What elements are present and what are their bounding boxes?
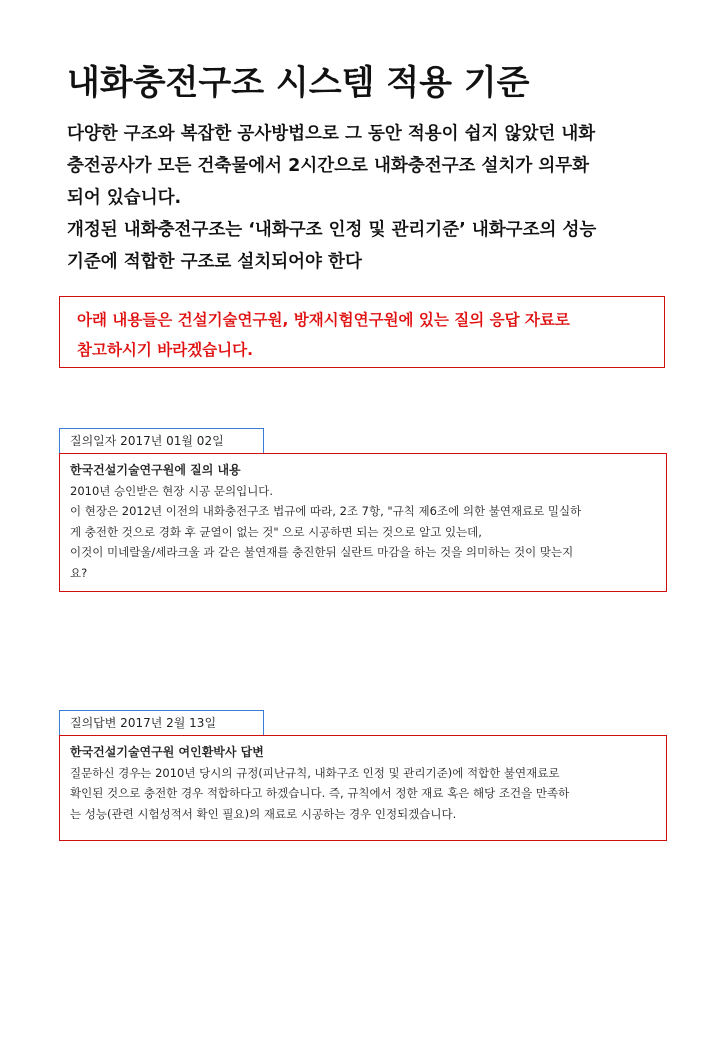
answer-date-tab: 질의답변 2017년 2월 13일 — [59, 710, 264, 735]
intro-line: 다양한 구조와 복잡한 공사방법으로 그 동안 적용이 쉽지 않았던 내화 — [67, 124, 596, 144]
notice-line: 아래 내용들은 건설기술연구원, 방재시험연구원에 있는 질의 응답 자료로 — [77, 311, 570, 329]
question-line: 이것이 미네랄울/세라크울 과 같은 불연재를 충진한뒤 실란트 마감을 하는 것을 의미하는 것이 맞는지 — [70, 545, 574, 559]
intro-line: 충전공사가 모든 건축물에서 2시간으로 내화충전구조 설치가 의무화 — [67, 156, 590, 176]
notice-line: 참고하시기 바라겠습니다. — [77, 341, 253, 359]
question-box — [59, 453, 667, 592]
intro-line: 되어 있습니다. — [67, 188, 182, 208]
notice-box — [59, 296, 665, 368]
question-date-tab: 질의일자 2017년 01월 02일 — [59, 428, 264, 453]
intro-line: 기준에 적합한 구조로 설치되어야 한다 — [67, 252, 362, 272]
question-line: 이 현장은 2012년 이전의 내화충전구조 법규에 따라, 2조 7항, "규칙 제6조에 의한 불연재료로 밀실하 — [70, 504, 582, 518]
page-title: 내화충전구조 시스템 적용 기준 — [67, 63, 530, 103]
intro-paragraph — [67, 118, 677, 278]
notice-text — [77, 305, 657, 365]
answer-line: 질문하신 경우는 2010년 당시의 규정(피난규칙, 내화구조 인정 및 관리기준)에 적합한 불연재료로 — [70, 765, 560, 780]
question-line: 요? — [70, 565, 88, 580]
answer-line: 는 성능(관련 시험성적서 확인 필요)의 재료로 시공하는 경우 인정되겠습니다. — [70, 806, 457, 821]
question-heading: 한국건설기술연구원에 질의 내용 — [70, 463, 241, 477]
answer-box — [59, 735, 667, 841]
question-line: 게 충전한 것으로 경화 후 균열이 없는 것" 으로 시공하면 되는 것으로 알고 있는데, — [70, 524, 482, 539]
answer-line: 확인된 것으로 충전한 경우 적합하다고 하겠습니다. 즉, 규칙에서 정한 재료 혹은 해당 조건을 만족하 — [70, 786, 570, 800]
question-line: 2010년 승인받은 현장 시공 문의입니다. — [70, 483, 274, 498]
intro-line: 개정된 내화충전구조는 ‘내화구조 인정 및 관리기준’ 내화구조의 성능 — [67, 220, 597, 240]
answer-heading: 한국건설기술연구원 여인환박사 답변 — [70, 745, 264, 759]
